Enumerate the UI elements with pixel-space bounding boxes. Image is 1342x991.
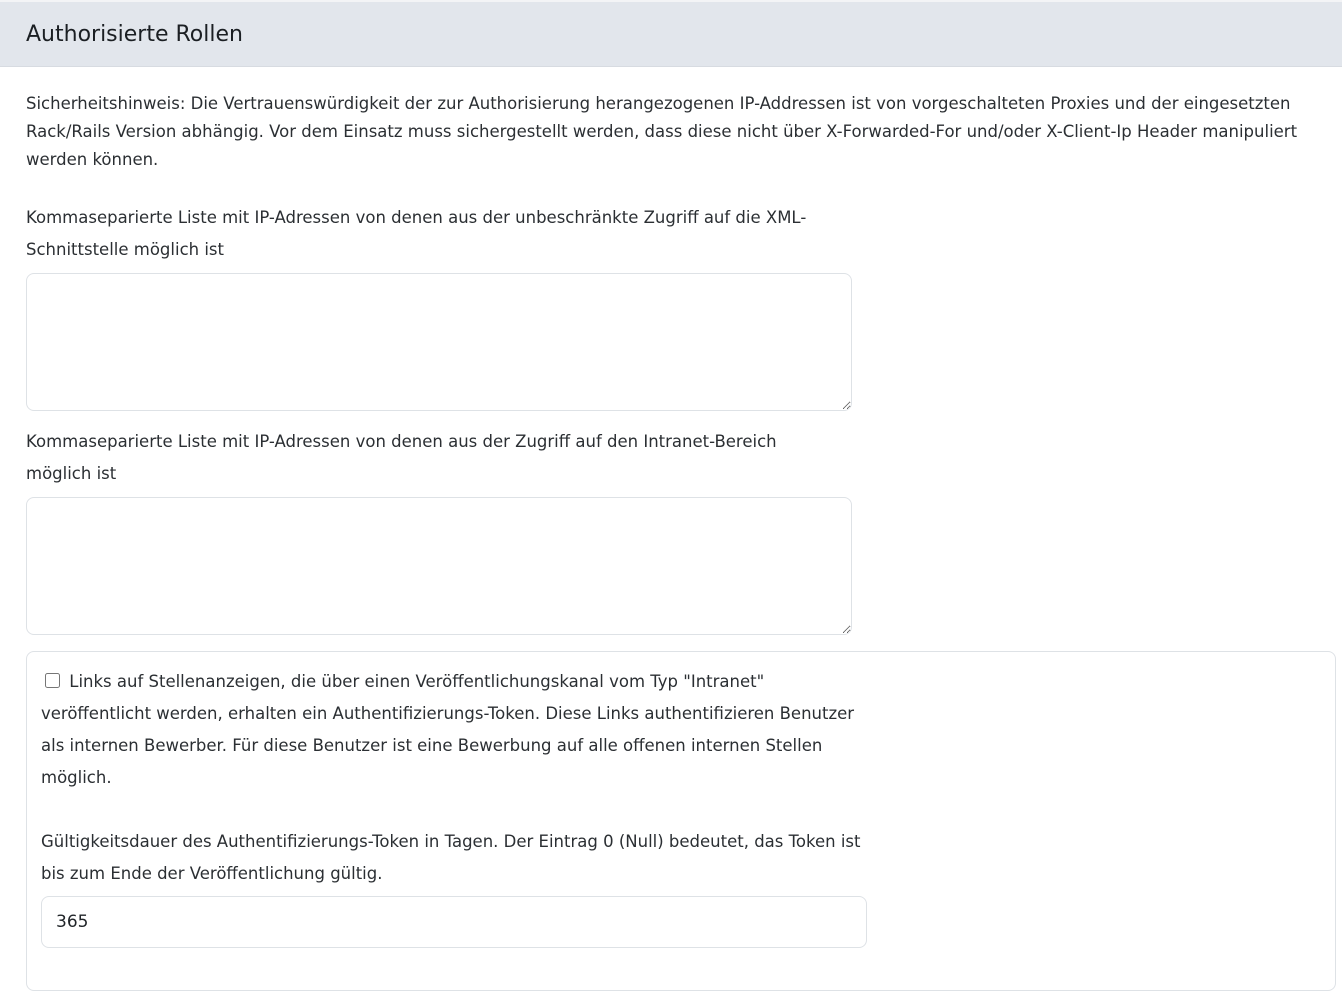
section-title: Authorisierte Rollen (26, 22, 243, 47)
security-notice: Sicherheitshinweis: Die Vertrauenswürdigkeit der zur Authorisierung herangezogenen IP-Addressen ist von vorgeschalteten Proxies und der eingesetzten Rack/Rails Version abhängig. Vor dem Einsatz muss sichergestellt werden, dass diese nicht über X-Forwarded-For und/oder X-Client-Ip Header manipuliert werden können. (26, 94, 1298, 169)
intranet-token-checkbox[interactable] (45, 673, 60, 688)
token-validity-label: Gültigkeitsdauer des Authentifizierungs-Token in Tagen. Der Eintrag 0 (Null) bedeutet, das Token ist bis zum Ende der Veröffentlichung gültig. (41, 832, 861, 883)
xml-interface-ips-textarea[interactable] (26, 273, 852, 411)
intranet-token-option (41, 666, 871, 794)
intranet-token-panel (26, 651, 1336, 991)
intranet-ips-textarea[interactable] (26, 497, 852, 635)
intranet-ips-label: Kommaseparierte Liste mit IP-Adressen von denen aus der Zugriff auf den Intranet-Bereich möglich ist (26, 432, 777, 483)
token-validity-input[interactable] (41, 896, 867, 948)
xml-interface-ips-label: Kommaseparierte Liste mit IP-Adressen von denen aus der unbeschränkte Zugriff auf die XML-Schnittstelle möglich ist (26, 208, 807, 259)
card-header (0, 0, 1342, 67)
intranet-token-checkbox-label[interactable]: Links auf Stellenanzeigen, die über einen Veröffentlichungskanal vom Typ "Intranet" veröffentlicht werden, erhalten ein Authentifizierungs-Token. Diese Links authentifizieren Benutzer als internen Bewerber. Für diese Benutzer ist eine Bewerbung auf alle offenen internen Stellen möglich. (41, 672, 855, 787)
